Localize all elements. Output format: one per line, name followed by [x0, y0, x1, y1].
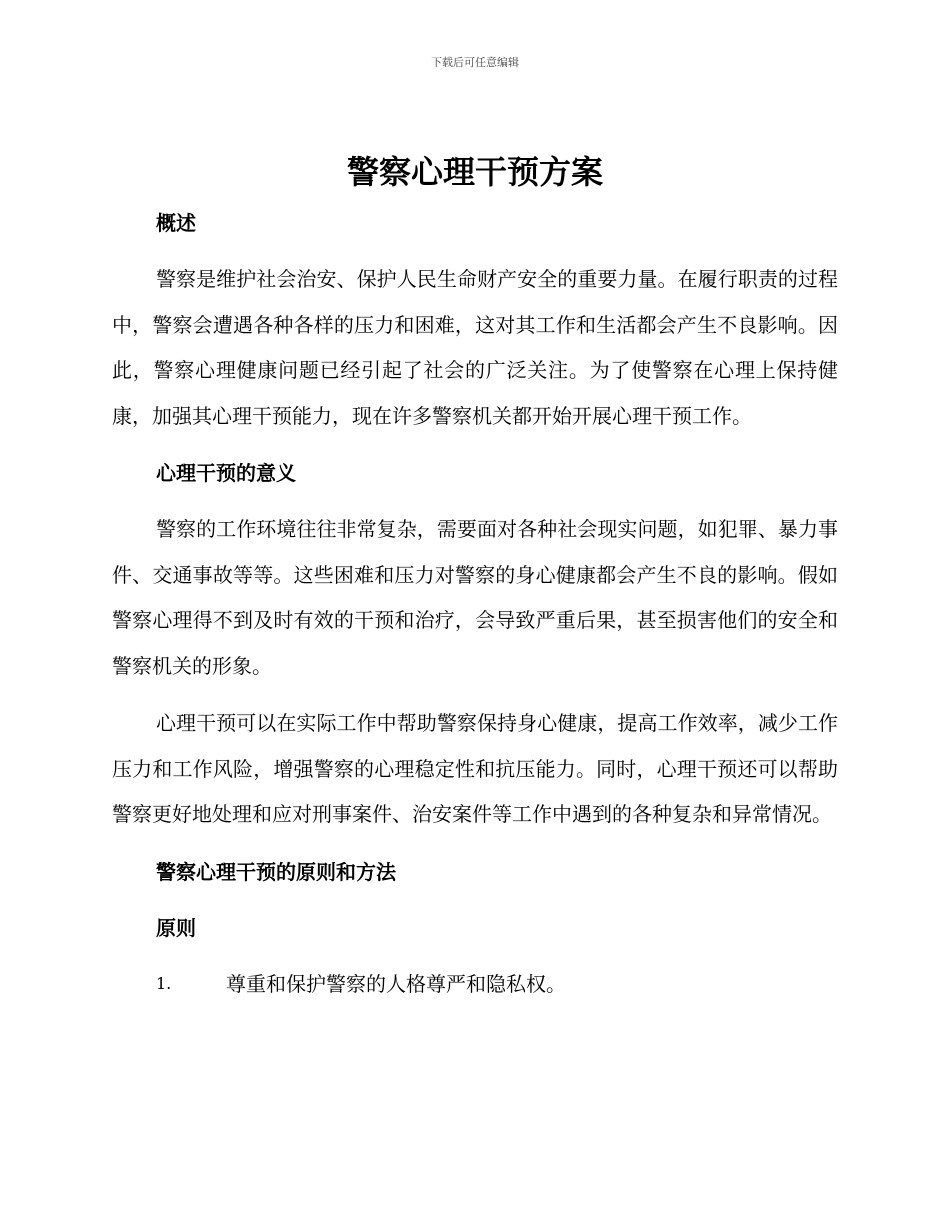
section-heading-principles-methods: 警察心理干预的原则和方法 — [156, 859, 396, 884]
document-title: 警察心理干预方案 — [346, 153, 603, 191]
list-item — [112, 962, 838, 1006]
significance-paragraph-1: 警察的工作环境往往非常复杂，需要面对各种社会现实问题，如犯罪、暴力事件、交通事故等等。这些困难和压力对警察的身心健康都会产生不良的影响。假如警察心理得不到及时有效的干预和治疗，会导致严重后果，甚至损害他们的安全和警察机关的形象。 — [112, 517, 838, 678]
document-body — [112, 201, 838, 1006]
page-header-note: 下载后可任意编辑 — [431, 56, 519, 69]
significance-paragraph-2: 心理干预可以在实际工作中帮助警察保持身心健康，提高工作效率，减少工作压力和工作风险，增强警察的心理稳定性和抗压能力。同时，心理干预还可以帮助警察更好地处理和应对刑事案件、治安案件等工作中遇到的各种复杂和异常情况。 — [112, 711, 838, 826]
section-heading-overview: 概述 — [156, 211, 196, 235]
subsection-heading-principles: 原则 — [156, 915, 196, 940]
overview-paragraph: 警察是维护社会治安、保护人民生命财产安全的重要力量。在履行职责的过程中，警察会遭遇各种各样的压力和困难，这对其工作和生活都会产生不良影响。因此，警察心理健康问题已经引起了社会的广泛关注。为了使警察在心理上保持健康，加强其心理干预能力，现在许多警察机关都开始开展心理干预工作。 — [112, 267, 838, 428]
list-item-number: 1. — [156, 973, 172, 993]
list-item-text: 尊重和保护警察的人格尊严和隐私权。 — [226, 971, 566, 996]
section-heading-significance: 心理干预的意义 — [156, 461, 296, 485]
